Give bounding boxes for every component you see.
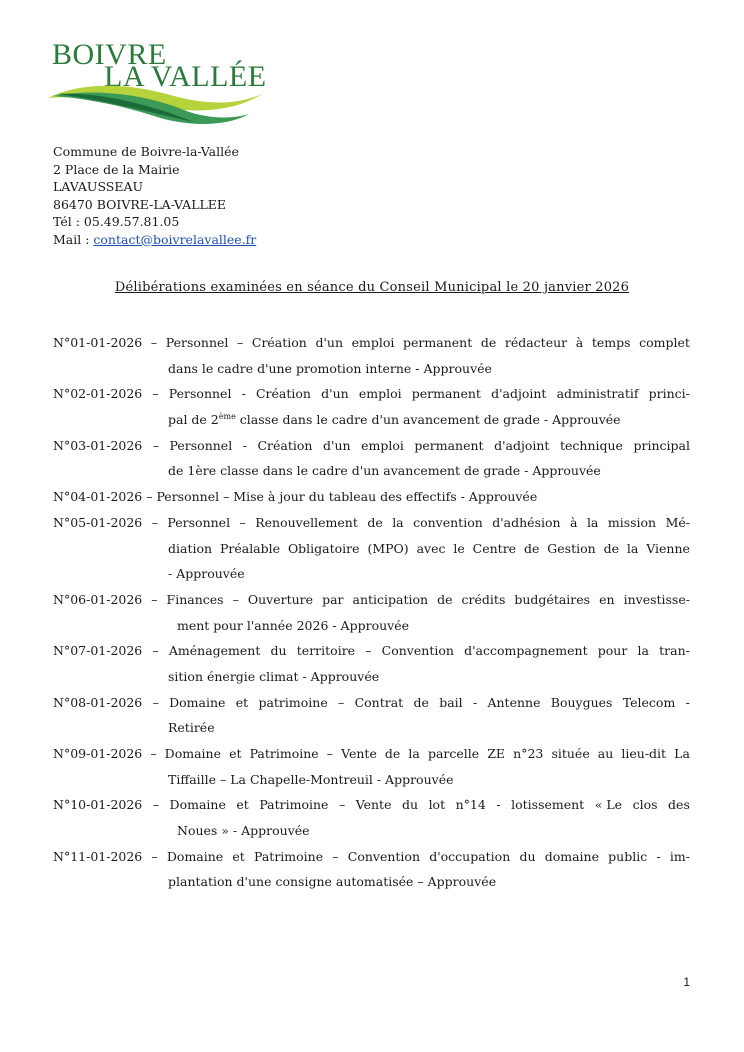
word: – <box>239 514 246 530</box>
word: d'adjoint <box>494 437 550 453</box>
deliberation-line <box>53 591 690 617</box>
word: – <box>151 591 158 607</box>
word: – <box>151 848 158 864</box>
word: n°14 <box>455 797 486 813</box>
page-number: 1 <box>683 975 690 989</box>
word: patrimoine <box>258 694 328 710</box>
deliberation-line: Tiffaille – La Chapelle-Montreuil - Approuvée <box>168 771 454 787</box>
word: de <box>437 591 453 607</box>
word: – <box>152 386 159 402</box>
deliberation-item <box>53 642 690 693</box>
word: N°05-01-2026 <box>53 514 143 530</box>
word: N°06-01-2026 <box>53 591 143 607</box>
word: Convention <box>347 848 420 864</box>
word: lotissement <box>511 797 585 813</box>
mail-link[interactable]: contact@boivrelavallee.fr <box>93 231 257 247</box>
word: d'un <box>323 437 351 453</box>
deliberation-line: - Approuvée <box>168 566 245 582</box>
word: d'accompagnement <box>464 643 588 659</box>
word: mission <box>607 514 657 530</box>
word: et <box>235 694 249 710</box>
word: – <box>332 848 339 864</box>
deliberation-item <box>53 694 690 745</box>
word: lieu-dit <box>621 746 667 761</box>
word: en <box>599 591 615 607</box>
word: N°11-01-2026 <box>53 848 143 864</box>
word: le <box>453 540 465 556</box>
word: (MPO) <box>367 540 409 556</box>
word: Ouverture <box>247 591 314 607</box>
deliberation-line: plantation d'une consigne automatisée – Approuvée <box>168 874 497 890</box>
word: Obligatoire <box>287 540 360 556</box>
deliberation-line <box>53 411 690 437</box>
word: emploi <box>361 437 404 453</box>
word: du <box>270 643 287 659</box>
word: - <box>656 848 661 864</box>
word: – <box>232 591 239 607</box>
word: permanent <box>414 437 484 453</box>
word: Renouvellement <box>255 514 358 530</box>
word: crédits <box>461 591 506 607</box>
deliberation-item <box>53 796 690 847</box>
document-title: Délibérations examinées en séance du Conseil Municipal le 20 janvier 2026 <box>114 280 630 295</box>
word: emploi <box>351 335 395 350</box>
deliberation-line: Noues » - Approuvée <box>177 823 310 839</box>
word: Domaine <box>169 797 226 813</box>
deliberation-item <box>53 591 690 642</box>
word: territoire <box>296 643 356 659</box>
deliberation-item <box>53 385 690 436</box>
address-mail-line <box>53 231 256 249</box>
word: - <box>496 797 501 813</box>
word: Vienne <box>646 540 690 556</box>
word: Création <box>257 437 313 453</box>
word: Personnel <box>165 335 229 350</box>
word: Patrimoine <box>254 848 324 864</box>
text: classe dans le cadre d'un avancement de grade - Approuvée <box>235 412 621 428</box>
word: administratif <box>556 386 639 402</box>
deliberation-line <box>53 642 690 668</box>
word: – <box>338 797 346 813</box>
word: emploi <box>358 386 402 402</box>
word: pour <box>597 643 628 659</box>
word: N°10-01-2026 <box>53 797 143 813</box>
word: N°09-01-2026 <box>53 746 143 761</box>
word: bail <box>439 694 463 710</box>
deliberation-item <box>53 848 690 899</box>
word: – <box>150 746 157 761</box>
word: la <box>586 514 599 530</box>
word: la <box>626 540 639 556</box>
word: à <box>570 514 578 530</box>
word: rédacteur <box>504 335 568 350</box>
word: la <box>408 746 420 761</box>
word: technique <box>559 437 623 453</box>
superscript: ème <box>218 411 236 421</box>
word: la <box>392 514 404 530</box>
word: au <box>597 746 614 761</box>
word: Domaine <box>164 746 221 761</box>
deliberation-line <box>53 848 690 874</box>
deliberation-line: Retirée <box>168 720 215 736</box>
word: la <box>637 643 649 659</box>
word: diation <box>168 540 213 556</box>
word: parcelle <box>427 746 480 761</box>
word: du <box>519 848 536 864</box>
word: temps <box>591 335 631 350</box>
word: des <box>668 797 690 813</box>
logo-text-boivre: BOIVRE <box>52 38 167 71</box>
word: située <box>551 746 590 761</box>
word: N°02-01-2026 <box>53 386 143 402</box>
word: – <box>151 514 158 530</box>
word: Création <box>255 386 311 402</box>
deliberation-item <box>53 437 690 488</box>
word: lot <box>428 797 446 813</box>
text: pal de 2 <box>168 412 219 428</box>
word: Personnel <box>169 437 233 453</box>
word: im- <box>669 848 690 864</box>
word: investisse- <box>623 591 690 607</box>
word: Aménagement <box>168 643 261 659</box>
word: Patrimoine <box>249 746 319 761</box>
word: budgétaires <box>514 591 591 607</box>
logo-waves-graphic <box>44 66 268 132</box>
deliberation-line: de 1ère classe dans le cadre d'un avancement de grade - Approuvée <box>168 463 601 479</box>
word: Contrat <box>354 694 404 710</box>
word: par <box>322 591 344 607</box>
word: – <box>326 746 334 761</box>
word: Domaine <box>166 848 224 864</box>
word: – <box>152 694 159 710</box>
deliberation-line <box>53 514 690 540</box>
word: n°23 <box>513 746 544 761</box>
word: avec <box>416 540 446 556</box>
deliberation-line <box>53 796 690 822</box>
deliberation-line: sition énergie climat - Approuvée <box>168 668 380 684</box>
word: Bouygues <box>550 694 613 710</box>
address-phone: Tél : 05.49.57.81.05 <box>53 214 180 229</box>
word: - <box>242 437 247 453</box>
deliberation-line: dans le cadre d'une promotion interne - Approuvée <box>168 360 492 376</box>
word: d'adjoint <box>491 386 547 402</box>
word: Domaine <box>169 694 226 710</box>
word: Personnel <box>167 514 231 530</box>
deliberation-line: N°04-01-2026 – Personnel – Mise à jour du tableau des effectifs - Approuvée <box>53 489 538 505</box>
word: Telecom <box>622 694 676 710</box>
word: de <box>367 514 383 530</box>
deliberations-list <box>53 334 690 899</box>
word: ZE <box>487 746 506 761</box>
word: de <box>480 335 497 350</box>
deliberation-item <box>53 488 690 514</box>
word: Création <box>251 335 307 350</box>
deliberation-line <box>53 694 690 720</box>
word: Patrimoine <box>259 797 329 813</box>
word: Finances <box>166 591 224 607</box>
word: - <box>685 694 690 710</box>
word: domaine <box>544 848 599 864</box>
word: - <box>472 694 478 710</box>
word: d'un <box>315 335 344 350</box>
word: et <box>229 746 242 761</box>
word: de <box>523 540 540 556</box>
address-postcode-city: 86470 BOIVRE-LA-VALLEE <box>53 196 227 212</box>
word: d'adhésion <box>492 514 561 530</box>
address-locality: LAVAUSSEAU <box>53 179 144 194</box>
word: convention <box>413 514 483 530</box>
word: permanent <box>411 386 481 402</box>
word: d'occupation <box>429 848 511 864</box>
word: de <box>603 540 619 556</box>
word: Vente <box>355 797 392 813</box>
address-street: 2 Place de la Mairie <box>53 161 180 177</box>
word: Centre <box>472 540 517 556</box>
word: permanent <box>403 335 473 350</box>
word: anticipation <box>352 591 429 607</box>
deliberation-line <box>53 385 690 411</box>
word: et <box>236 797 249 813</box>
deliberation-line: ment pour l'année 2026 - Approuvée <box>177 617 410 633</box>
word: et <box>232 848 245 864</box>
deliberation-line <box>53 540 690 566</box>
commune-address-block <box>53 143 256 248</box>
word: tran- <box>659 643 690 659</box>
word: N°03-01-2026 <box>53 437 143 453</box>
word: Personnel <box>168 386 232 402</box>
word: d'un <box>321 386 349 402</box>
word: – <box>152 643 159 659</box>
word: clos <box>632 797 658 813</box>
word: public <box>608 848 648 864</box>
deliberation-line <box>53 745 690 771</box>
word: – <box>338 694 345 710</box>
word: Antenne <box>487 694 541 710</box>
word: Vente <box>341 746 377 761</box>
deliberation-line <box>53 437 690 463</box>
commune-logo <box>44 36 268 132</box>
deliberation-item <box>53 334 690 385</box>
word: de <box>384 746 401 761</box>
word: principal <box>633 437 690 453</box>
word: N°01-01-2026 <box>53 335 143 350</box>
word: Mé- <box>665 514 690 530</box>
word: à <box>575 335 584 350</box>
word: N°08-01-2026 <box>53 694 143 710</box>
word: princi- <box>648 386 690 402</box>
address-name: Commune de Boivre-la-Vallée <box>53 144 239 159</box>
word: « Le <box>594 797 623 813</box>
word: – <box>150 335 158 350</box>
mail-label: Mail : <box>53 231 94 247</box>
deliberation-item <box>53 745 690 796</box>
word: complet <box>639 335 690 350</box>
deliberation-line <box>53 334 690 360</box>
word: Gestion <box>547 540 596 556</box>
word: – <box>152 797 160 813</box>
deliberation-item <box>53 514 690 591</box>
word: Préalable <box>219 540 281 556</box>
word: - <box>241 386 246 402</box>
word: La <box>674 746 690 761</box>
word: N°07-01-2026 <box>53 643 143 659</box>
word: – <box>152 437 160 453</box>
word: de <box>413 694 429 710</box>
word: – <box>237 335 244 350</box>
word: du <box>401 797 419 813</box>
logo-text-la-vallee: LA VALLÉE <box>104 60 267 93</box>
word: – <box>365 643 372 659</box>
word: Convention <box>381 643 454 659</box>
